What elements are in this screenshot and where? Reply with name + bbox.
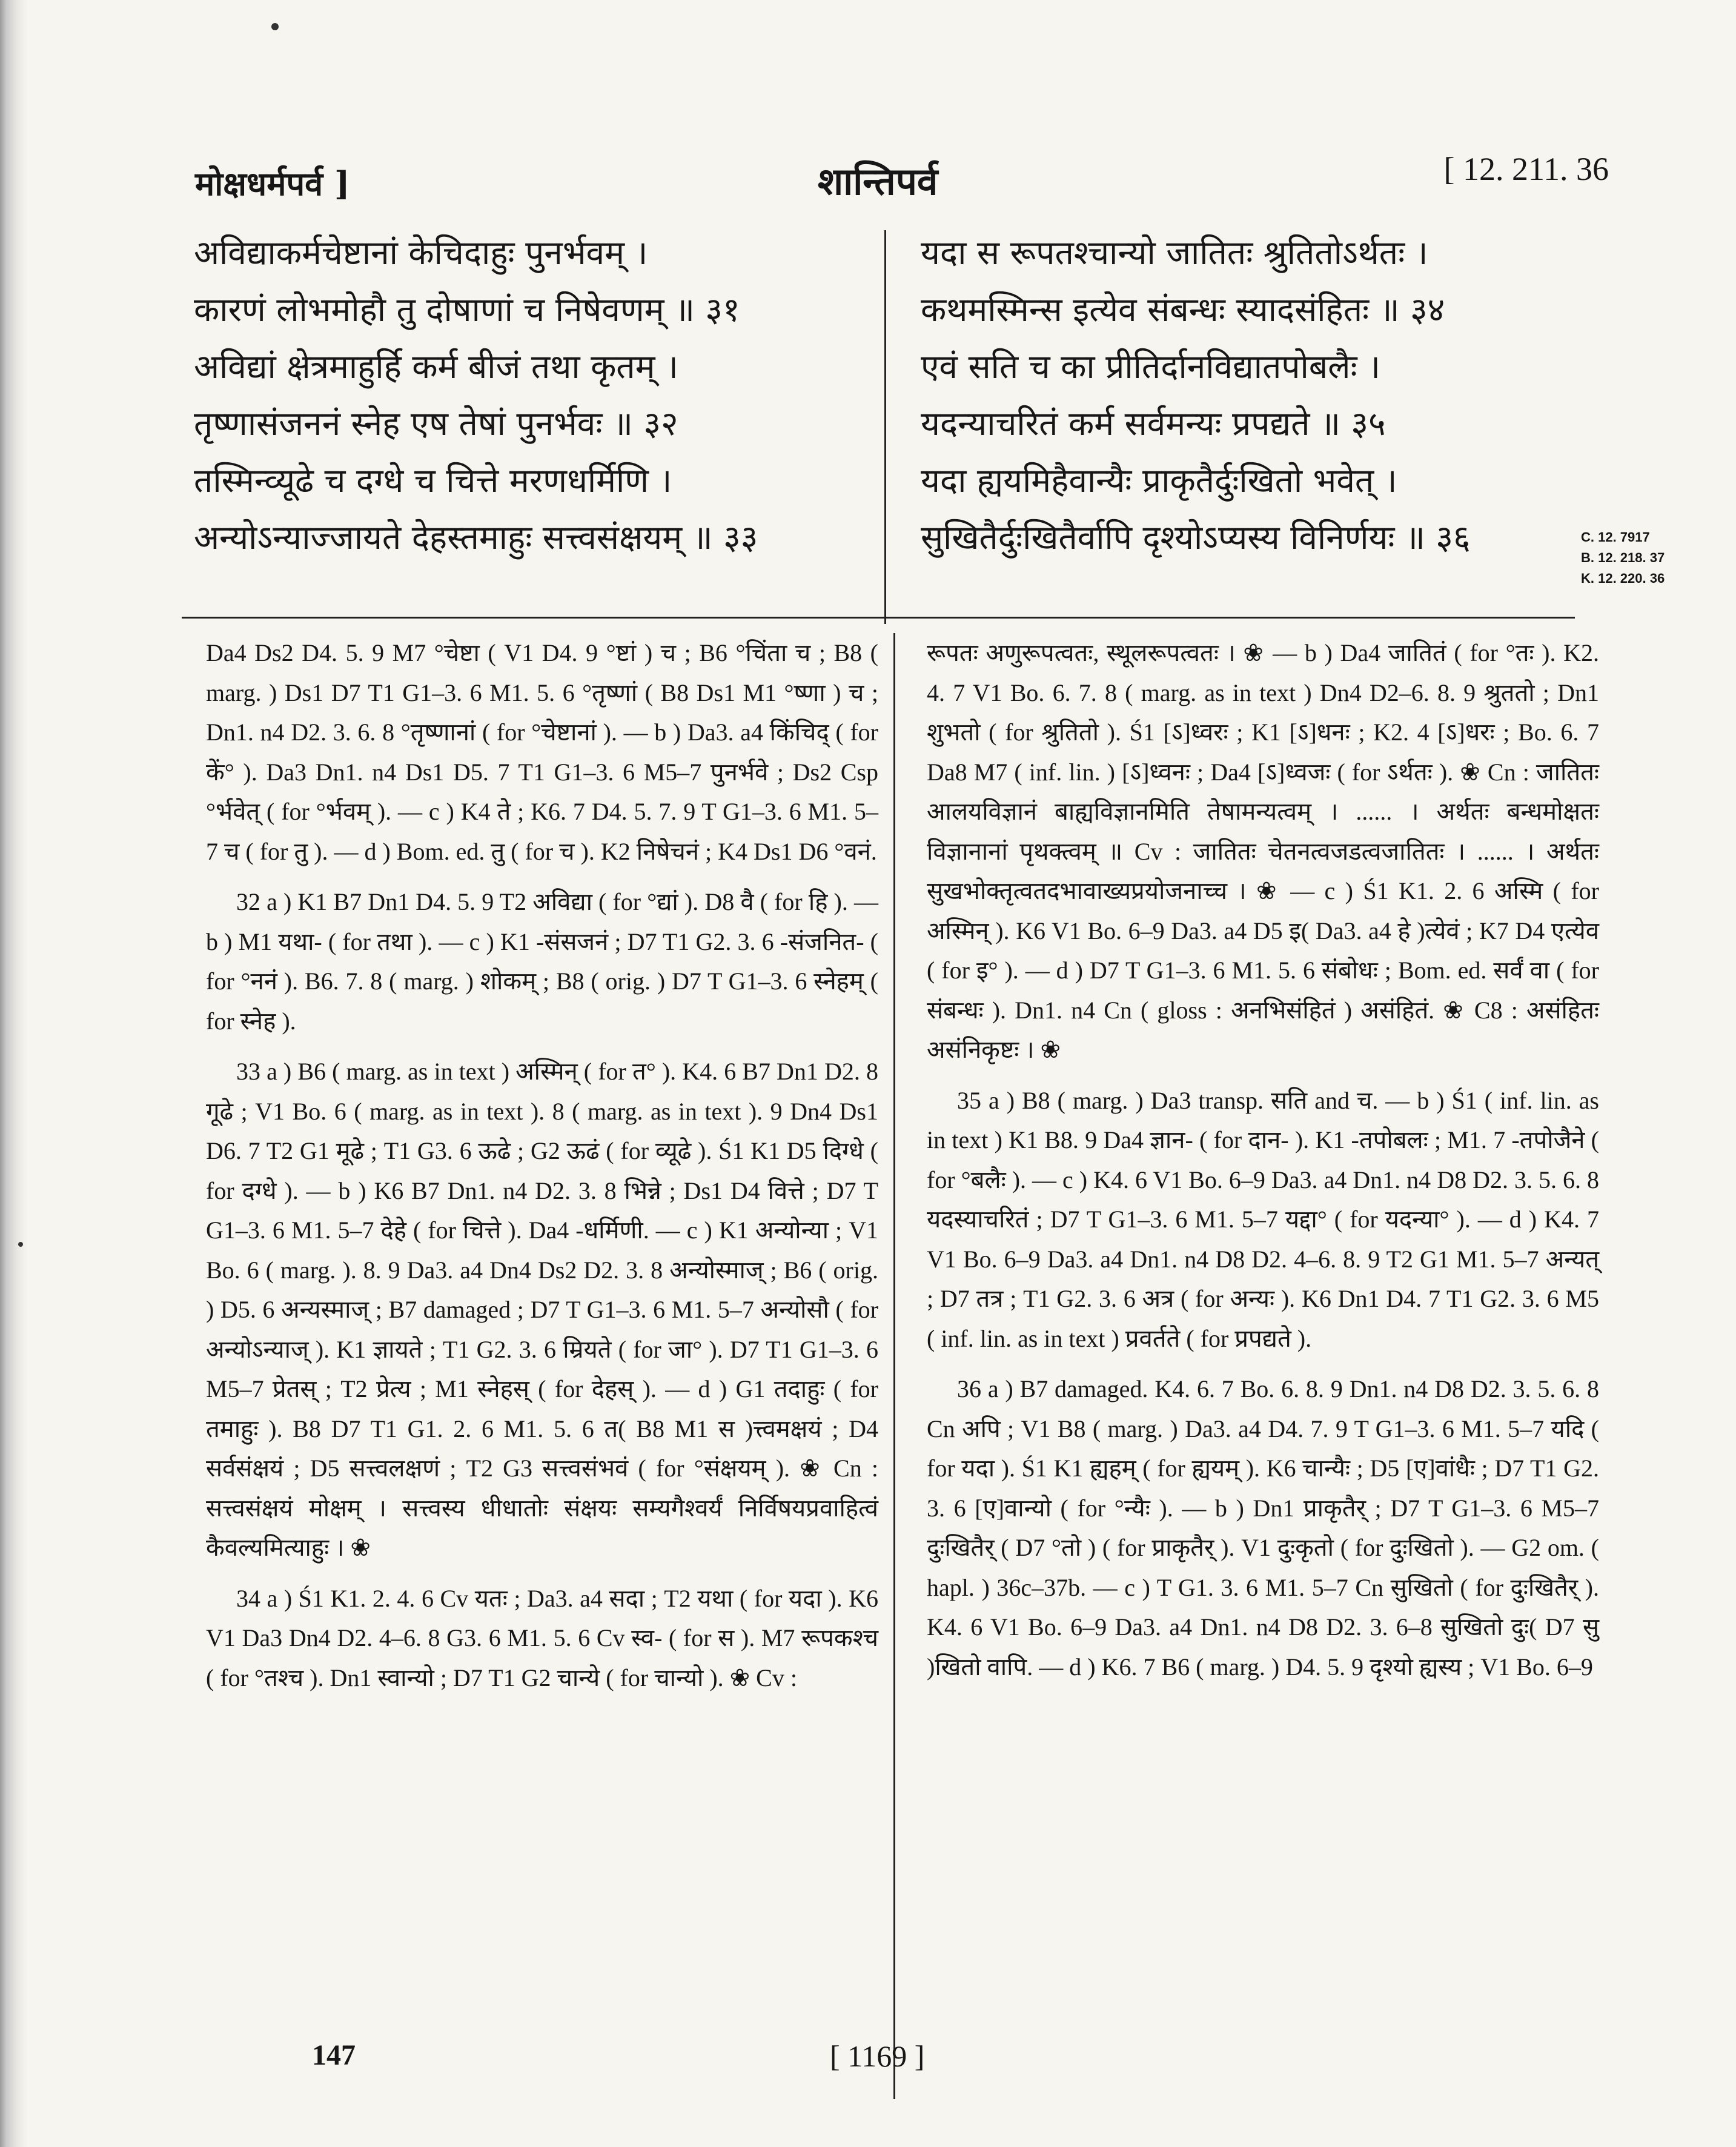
column-divider: [884, 230, 886, 624]
verse-line: कारणं लोभमोहौ तु दोषाणां च निषेवणम् ॥ ३१: [194, 290, 740, 329]
note-paragraph: रूपतः अणुरूपत्वतः, स्थूलरूपत्वतः । ❀ — b ) Da4 जातितं ( for °तः ). K2. 4. 7 V1 Bo. 6. 7. 8 ( marg. as in text ) Dn4 D2–6. 8. 9 श्रुततो ; Dn1 शुभतो ( for श्रुतितो ). Ś1 [ऽ]ध्वरः ; K1 [ऽ]धनः ; K2. 4 [ऽ]धरः ; Bo. 6. 7 Da8 M7 ( inf. lin. ) [ऽ]ध्वनः ; Da4 [ऽ]ध्वजः ( for ऽर्थतः ). ❀ Cn : जातितः आलयविज्ञानं बाह्यविज्ञानमिति तेषामन्यत्वम् । ...... । अर्थतः बन्धमोक्षतः विज्ञानानां पृथक्त्वम् ॥ Cv : जातितः चेतनत्वजडत्वजातितः । ...... । अर्थतः सुखभोक्तृत्वतदभावाख्यप्रयोजनाच्च । ❀ — c ) Ś1 K1. 2. 6 अस्मि ( for अस्मिन् ). K6 V1 Bo. 6–9 Da3. a4 D5 इ( Da3. a4 हे )त्येवं ; K7 D4 एत्येव ( for इ° ). — d ) D7 T G1–3. 6 M1. 5. 6 संबोधः ; Bom. ed. सर्वं वा ( for संबन्धः ). Dn1. n4 Cn ( gloss : अनभिसंहितं ) असंहितं. ❀ C8 : असंहितः असंनिकृष्टः । ❀: [927, 639, 1599, 1063]
concordance-ref: B. 12. 218. 37: [1581, 550, 1665, 565]
verse-line: एवं सति च का प्रीतिर्दानविद्यातपोबलैः ।: [921, 347, 1380, 386]
verse-line: यदा स रूपतश्चान्यो जातितः श्रुतितोऽर्थतः ।: [921, 233, 1428, 272]
verse-column-left: [194, 224, 872, 566]
page-header: [182, 150, 1645, 205]
page-footer: [182, 2039, 1575, 2087]
notes-column-left: [206, 633, 878, 1708]
note-paragraph: 33 a ) B6 ( marg. as in text ) अस्मिन् ( for त° ). K4. 6 B7 Dn1 D2. 8 गूढे ; V1 Bo. 6 ( marg. as in text ). 8 ( marg. as in text ). 9 Dn4 Ds1 D6. 7 T2 G1 मूढे ; T1 G3. 6 ऊढे ; G2 ऊढं ( for व्यूढे ). Ś1 K1 D5 दिग्धे ( for दग्धे ). — b ) K6 B7 Dn1. n4 D2. 3. 8 भिन्ने ; Ds1 D4 वित्ते ; D7 T G1–3. 6 M1. 5–7 देहे ( for चित्ते ). Da4 -धर्मिणी. — c ) K1 अन्योन्या ; V1 Bo. 6 ( marg. ). 8. 9 Da3. a4 Dn4 Ds2 D2. 3. 8 अन्योस्माज् ; B6 ( orig. ) D5. 6 अन्यस्माज् ; B7 damaged ; D7 T G1–3. 6 M1. 5–7 अन्योसौ ( for अन्योऽन्याज् ). K1 ज्ञायते ; T1 G2. 3. 6 म्रियते ( for जा° ). D7 T1 G1–3. 6 M5–7 प्रेतस् ; T2 प्रेत्य ; M1 स्नेहस् ( for देहस् ). — d ) G1 तदाहुः ( for तमाहुः ). B8 D7 T1 G1. 2. 6 M1. 5. 6 त( B8 M1 स )त्त्वमक्षयं ; D4 सर्वसंक्षयं ; D5 सत्त्वलक्षणं ; T2 G3 सत्त्वसंभवं ( for °संक्षयम् ). ❀ Cn : सत्त्वसंक्षयं मोक्षम् । सत्त्वस्य धीधातोः संक्षयः सम्यगैश्वर्यं निर्विषयप्रवाहित्वं कैवल्यमित्याहुः । ❀: [206, 1058, 878, 1561]
verse-line: यदा ह्ययमिहैवान्यैः प्राकृतैर्दुःखितो भवेत् ।: [921, 461, 1397, 500]
concordance-ref: K. 12. 220. 36: [1581, 571, 1665, 586]
book-title: शान्तिपर्व: [818, 159, 938, 204]
note-paragraph: 35 a ) B8 ( marg. ) Da3 transp. सति and च. — b ) Ś1 ( inf. lin. as in text ) K1 B8. 9 Da4 ज्ञान- ( for दान- ). K1 -तपोबलः ; M1. 7 -तपोजैने ( for °बलैः ). — c ) K4. 6 V1 Bo. 6–9 Da3. a4 Dn1. n4 D8 D2. 3. 5. 6. 8 यदस्याचरितं ; D7 T G1–3. 6 M1. 5–7 यद्दा° ( for यदन्या° ). — d ) K4. 7 V1 Bo. 6–9 Da3. a4 Dn1. n4 D8 D2. 4–6. 8. 9 T2 G1 M1. 5–7 अन्यत् ; D7 तत्र ; T1 G2. 3. 6 अत्र ( for अन्यः ). K6 Dn1 D4. 7 T1 G2. 3. 6 M5 ( inf. lin. as in text ) प्रवर्तते ( for प्रपद्यते ).: [927, 1086, 1599, 1352]
note-paragraph: 36 a ) B7 damaged. K4. 6. 7 Bo. 6. 8. 9 Dn1. n4 D8 D2. 3. 5. 6. 8 Cn अपि ; V1 B8 ( marg. ) Da3. a4 D4. 7. 9 T G1–3. 6 M1. 5–7 यदि ( for यदा ). Ś1 K1 ह्यहम् ( for ह्ययम् ). K6 चान्यैः ; D5 [ए]वांधैः ; D7 T1 G2. 3. 6 [ए]वान्यो ( for °न्यैः ). — b ) Dn1 प्राकृतैर् ; D7 T G1–3. 6 M5–7 दुःखितैर् ( D7 °तो ) ( for प्राकृतैर् ). V1 दुःकृतो ( for दुःखितो ). — G2 om. ( hapl. ) 36c–37b. — c ) T G1. 3. 6 M1. 5–7 Cn सुखितो ( for दुःखितैर् ). K4. 6 V1 Bo. 6–9 Da3. a4 Dn1. n4 D8 D2. 3. 6–8 सुखितो दुः( D7 सु )खितो वापि. — d ) K6. 7 B6 ( marg. ) D4. 5. 9 दृश्यो ह्यस्य ; V1 Bo. 6–9: [927, 1375, 1599, 1681]
verse-line: सुखितैर्दुःखितैर्वापि दृश्योऽप्यस्य विनिर्णयः ॥ ३६: [921, 518, 1471, 557]
verse-line: कथमस्मिन्स इत्येव संबन्धः स्यादसंहितः ॥ ३४: [921, 290, 1445, 329]
section-title: मोक्षधर्मपर्व ]: [195, 164, 350, 203]
verse-line: अन्योऽन्याज्जायते देहस्तमाहुः सत्त्वसंक्षयम् ॥ ३३: [194, 518, 758, 557]
concordance-references: [1581, 527, 1665, 589]
note-paragraph: 34 a ) Ś1 K1. 2. 4. 6 Cv यतः ; Da3. a4 सदा ; T2 यथा ( for यदा ). K6 V1 Da3 Dn4 D2. 4–6. 8 G3. 6 M1. 5. 6 Cv स्व- ( for स ). M7 रूपकश्च ( for °तश्च ). Dn1 स्वान्यो ; D7 T1 G2 चान्ये ( for चान्यो ). ❀ Cv :: [206, 1584, 878, 1691]
concordance-ref: C. 12. 7917: [1581, 529, 1650, 545]
verse-line: अविद्यां क्षेत्रमाहुर्हि कर्म बीजं तथा कृतम् ।: [194, 347, 678, 386]
verse-block: [194, 224, 1569, 600]
verse-line: तस्मिन्व्यूढे च दग्धे च चित्ते मरणधर्मिणि ।: [194, 461, 672, 500]
verse-reference: [ 12. 211. 36: [1443, 151, 1609, 187]
page-binding-edge: [0, 0, 28, 2147]
global-page-number: [ 1169 ]: [830, 2039, 925, 2073]
page-number: 147: [312, 2039, 356, 2071]
notes-column-right: [927, 633, 1599, 1697]
verse-column-right: [921, 224, 1575, 566]
note-paragraph: 32 a ) K1 B7 Dn1 D4. 5. 9 T2 अविद्या ( for °द्यां ). D8 वै ( for हि ). — b ) M1 यथा- ( for तथा ). — c ) K1 -संसजनं ; D7 T1 G2. 3. 6 -संजनित- ( for °ननं ). B6. 7. 8 ( marg. ) शोकम् ; B8 ( orig. ) D7 T G1–3. 6 स्नेहम् ( for स्नेह ).: [206, 888, 878, 1035]
ink-spot: [271, 23, 279, 30]
verse-line: तृष्णासंजननं स्नेह एष तेषां पुनर्भवः ॥ ३२: [194, 404, 678, 443]
verse-line: अविद्याकर्मचेष्टानां केचिदाहुः पुनर्भवम् ।: [194, 233, 648, 272]
section-rule: [182, 617, 1575, 619]
note-paragraph: Da4 Ds2 D4. 5. 9 M7 °चेष्टा ( V1 D4. 9 °ष्टां ) च ; B6 °चिंता च ; B8 ( marg. ) Ds1 D7 T1 G1–3. 6 M1. 5. 6 °तृष्णां ( B8 Ds1 M1 °ष्णा ) च ; Dn1. n4 D2. 3. 6. 8 °तृष्णानां ( for °चेष्टानां ). — b ) Da3. a4 किंचिद् ( for कें° ). Da3 Dn1. n4 Ds1 D5. 7 T1 G1–3. 6 M5–7 पुनर्भवे ; Ds2 Csp °र्भवेत् ( for °र्भवम् ). — c ) K4 ते ; K6. 7 D4. 5. 7. 9 T G1–3. 6 M1. 5–7 च ( for तु ). — d ) Bom. ed. तु ( for च ). K2 निषेचनं ; K4 Ds1 D6 °वनं.: [206, 639, 878, 865]
ink-spot: [18, 1242, 23, 1247]
column-divider: [893, 633, 895, 2099]
verse-line: यदन्याचरितं कर्म सर्वमन्यः प्रपद्यते ॥ ३५: [921, 404, 1386, 443]
